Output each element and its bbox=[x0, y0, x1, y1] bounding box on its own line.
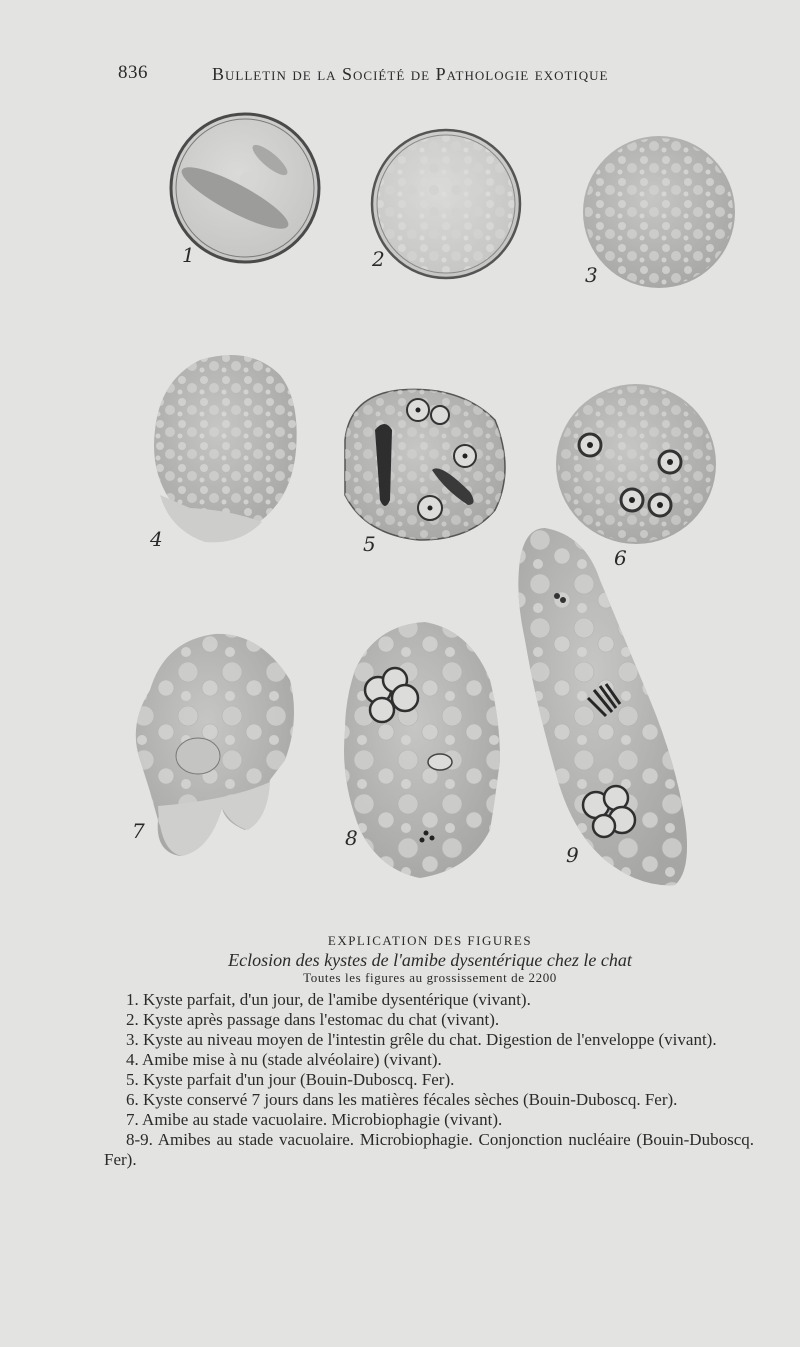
figure-legend bbox=[104, 990, 754, 1170]
explanation-title: EXPLICATION DES FIGURES bbox=[327, 933, 533, 948]
figure-8-label: 8 bbox=[345, 826, 358, 850]
legend-item: 3. Kyste au niveau moyen de l'intestin grêle du chat. Digestion de l'enveloppe (vivant). bbox=[126, 1030, 717, 1049]
legend-item: 1. Kyste parfait, d'un jour, de l'amibe dysentérique (vivant). bbox=[126, 990, 531, 1009]
legend-item: 7. Amibe au stade vacuolaire. Microbiophagie (vivant). bbox=[126, 1110, 503, 1129]
figure-3-label: 3 bbox=[585, 263, 598, 287]
explanation-subtitle: Eclosion des kystes de l'amibe dysentérique chez le chat bbox=[228, 950, 632, 970]
figure-9 bbox=[518, 528, 687, 885]
figure-8 bbox=[344, 622, 500, 878]
figure-7-label: 7 bbox=[132, 819, 145, 843]
figure-6-label: 6 bbox=[614, 546, 627, 570]
figure-5 bbox=[345, 389, 505, 556]
legend-item: 2. Kyste après passage dans l'estomac du chat (vivant). bbox=[126, 1010, 500, 1029]
figure-2 bbox=[371, 130, 520, 278]
figure-5-label: 5 bbox=[363, 532, 376, 556]
figure-1 bbox=[171, 114, 319, 267]
figure-2-label: 2 bbox=[372, 247, 385, 271]
legend-item: 4. Amibe mise à nu (stade alvéolaire) (vivant). bbox=[126, 1050, 442, 1069]
figure-4-label: 4 bbox=[150, 527, 163, 551]
figure-1-label: 1 bbox=[182, 243, 195, 267]
legend-item: 8-9. Amibes au stade vacuolaire. Microbiophagie. Conjonction nucléaire (Bouin-Duboscq. Fer). bbox=[104, 1130, 754, 1169]
figure-6 bbox=[556, 384, 716, 570]
figure-3 bbox=[583, 136, 735, 288]
figure-9-label: 9 bbox=[566, 843, 579, 867]
page-number: 836 bbox=[118, 62, 148, 83]
legend-item: 6. Kyste conservé 7 jours dans les matières fécales sèches (Bouin-Duboscq. Fer). bbox=[126, 1090, 678, 1109]
figure-7 bbox=[132, 634, 294, 856]
figure-4 bbox=[149, 355, 297, 551]
legend-item: 5. Kyste parfait d'un jour (Bouin-Duboscq. Fer). bbox=[126, 1070, 455, 1089]
explanation-magnification: Toutes les figures au grossissement de 2200 bbox=[303, 970, 557, 985]
running-head: Bulletin de la Société de Pathologie exotique bbox=[212, 64, 609, 84]
